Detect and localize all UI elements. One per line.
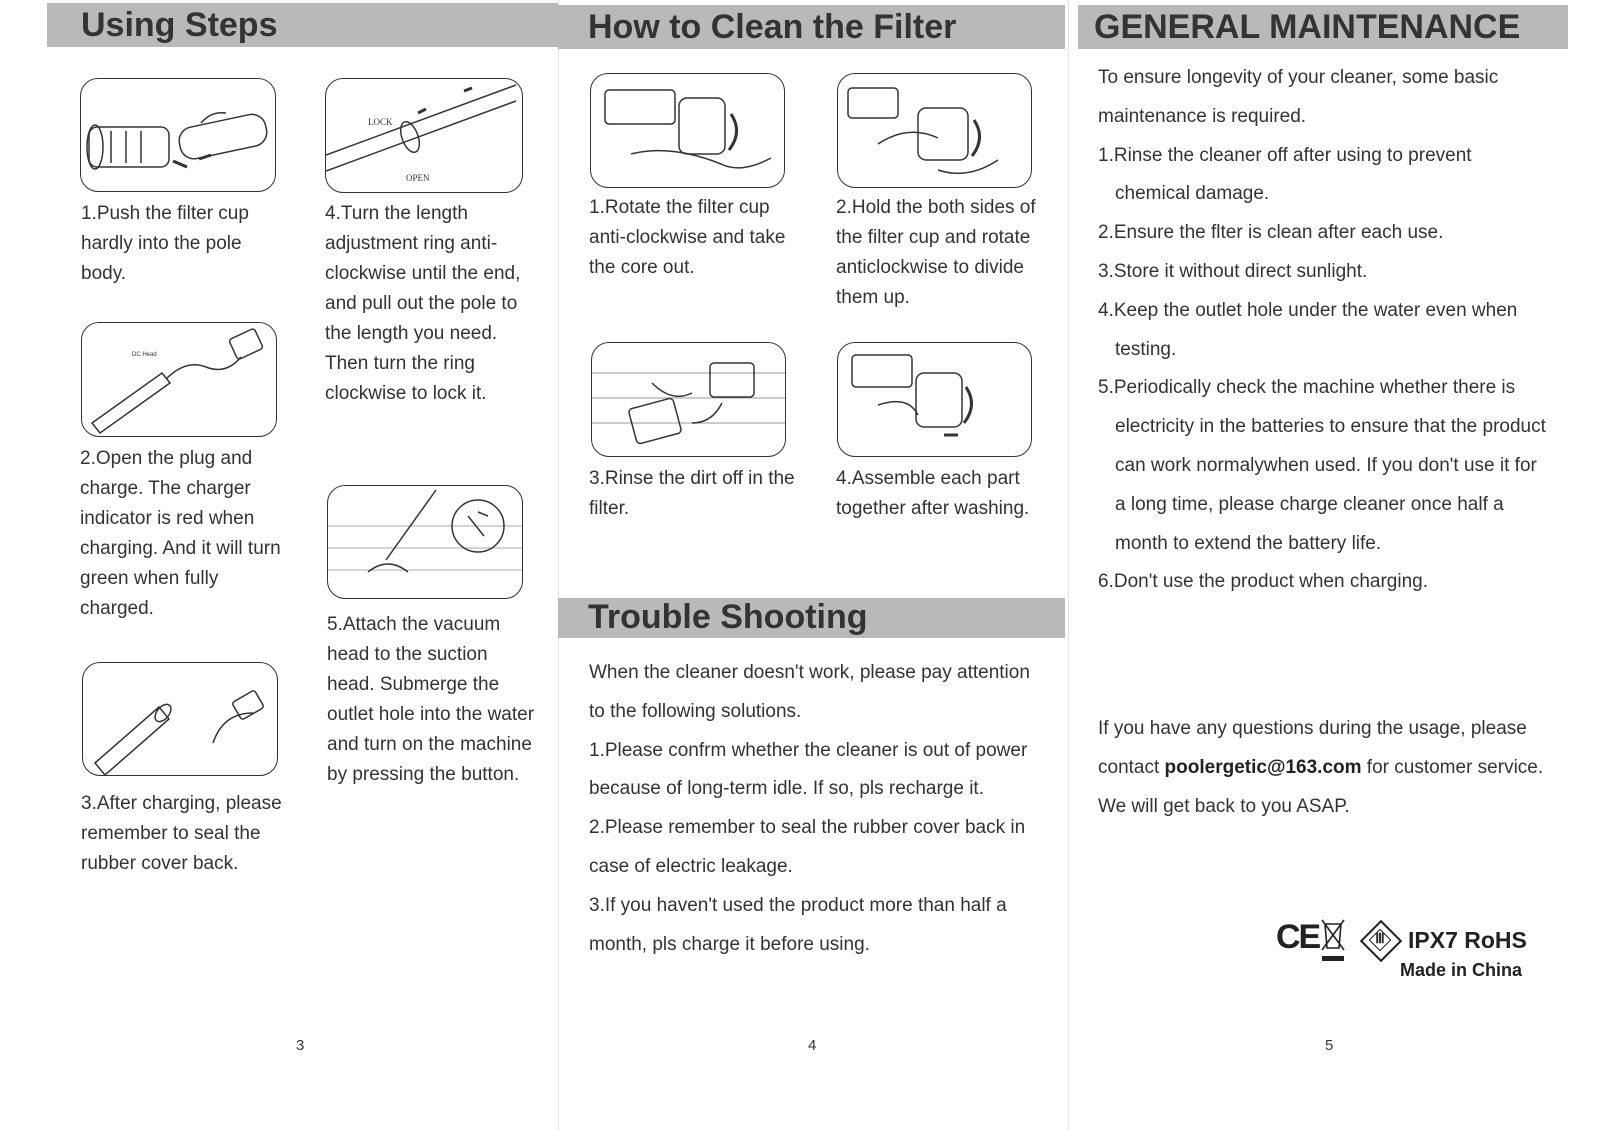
vacuum-head-illustration — [327, 485, 523, 599]
trouble-item: 2.Please remember to seal the rubber cover back in case of electric leakage. — [589, 817, 1026, 877]
contact-text: If you have any questions during the usage, please contact — [1098, 718, 1527, 778]
page-heading: How to Clean the Filter — [558, 5, 1065, 49]
rinse-filter-illustration — [591, 342, 786, 457]
contact-closing: We will get back to you ASAP. — [1098, 795, 1350, 817]
filter-step-1-text: 1.Rotate the filter cup anti-clockwise and take the core out. — [589, 197, 786, 278]
maintenance-list — [1098, 59, 1548, 602]
page-heading: Using Steps — [47, 3, 558, 47]
step-4-text: 4.Turn the length adjustment ring anti-clockwise until the end, and pull out the pole to the length you need. Then turn the ring clockwise to lock it. — [325, 203, 521, 404]
page-4 — [568, 0, 1090, 1130]
length-ring-illustration — [325, 78, 523, 193]
ce-mark: CE — [1276, 918, 1320, 956]
trouble-intro: When the cleaner doesn't work, please pay attention to the following solutions. — [589, 662, 1030, 722]
contact-block — [1098, 710, 1548, 826]
page-number: 3 — [296, 1037, 305, 1054]
page-5 — [1090, 0, 1600, 1130]
step-1-text: 1.Push the filter cup hardly into the pole body. — [81, 203, 249, 284]
step-2-text: 2.Open the plug and charge. The charger indicator is red when charging. And it will turn green when fully charged. — [80, 448, 281, 619]
trouble-item: 1.Please confrm whether the cleaner is out of power because of long-term idle. If so, pls recharge it. — [589, 739, 1028, 800]
dc-head-label: DC Head — [132, 352, 157, 358]
filter-cup-push-illustration — [80, 78, 276, 192]
filter-step-3-text: 3.Rinse the dirt off in the filter. — [589, 468, 795, 519]
class-iii-mark-icon: Ⅲ — [1360, 920, 1400, 960]
filter-step-4-text: 4.Assemble each part together after washing. — [836, 468, 1030, 519]
assemble-filter-illustration — [837, 342, 1032, 457]
maintenance-item: 6.Don't use the product when charging. — [1098, 571, 1429, 593]
divide-filter-illustration — [837, 73, 1032, 188]
step-5-text: 5.Attach the vacuum head to the suction head. Submerge the outlet hole into the water and turn on the machine by pressing the button. — [327, 614, 535, 785]
filter-step-2-text: 2.Hold the both sides of the filter cup and rotate anticlockwise to divide them up. — [836, 197, 1036, 308]
page-number: 4 — [808, 1037, 817, 1054]
maintenance-item: 2.Ensure the flter is clean after each use. — [1098, 222, 1444, 244]
page-heading: GENERAL MAINTENANCE — [1078, 5, 1568, 49]
page-number: 5 — [1325, 1037, 1334, 1054]
rating-marks: IPX7 RoHS — [1408, 927, 1527, 953]
maintenance-item: 1.Rinse the cleaner off after using to prevent chemical damage. — [1098, 144, 1472, 205]
maintenance-item: 5.Periodically check the machine whether there is electricity in the batteries to ensure that the product can work normalywhen used. If you don't use it for a long time, please charge cleaner once half a month to extend the battery life. — [1098, 377, 1546, 554]
open-label: OPEN — [406, 173, 430, 183]
charger-plug-illustration — [81, 322, 277, 437]
trouble-shooting-list — [589, 654, 1049, 964]
support-email-link[interactable]: poolergetic@163.com — [1164, 756, 1362, 778]
rotate-filter-illustration — [590, 73, 785, 188]
step-3-text: 3.After charging, please remember to seal the rubber cover back. — [81, 793, 282, 874]
contact-text: for customer service. — [1361, 756, 1544, 778]
maintenance-intro: To ensure longevity of your cleaner, some basic maintenance is required. — [1098, 67, 1499, 127]
weee-bin-icon — [1318, 916, 1348, 964]
trouble-shooting-heading: Trouble Shooting — [558, 598, 1065, 638]
trouble-item: 3.If you haven't used the product more than half a month, pls charge it before using. — [589, 894, 1007, 955]
page-3 — [0, 0, 568, 1130]
maintenance-item: 3.Store it without direct sunlight. — [1098, 260, 1368, 282]
seal-cover-illustration — [82, 662, 278, 776]
made-in-label: Made in China — [1400, 960, 1523, 980]
lock-label: LOCK — [368, 117, 393, 127]
maintenance-item: 4.Keep the outlet hole under the water even when testing. — [1098, 299, 1518, 360]
